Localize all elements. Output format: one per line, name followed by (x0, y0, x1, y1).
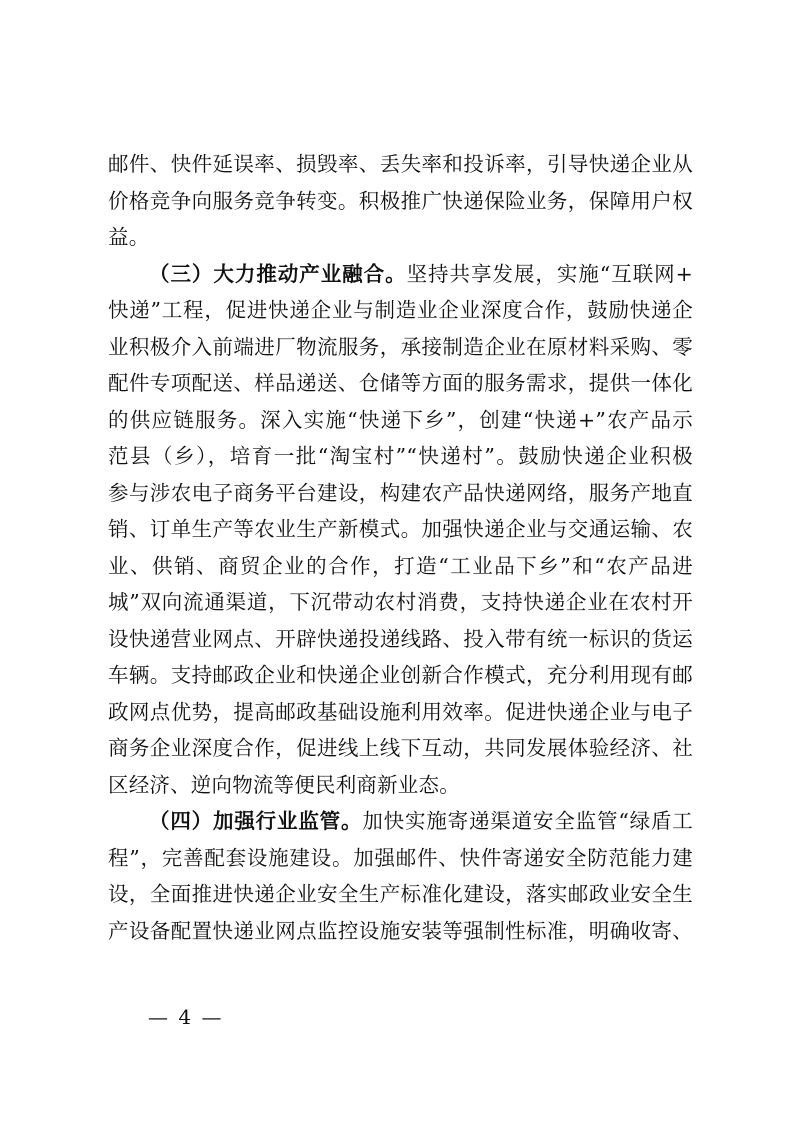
body-line: 商务企业深度合作，促进线上线下互动，共同发展体验经济、社 (108, 736, 693, 760)
body-line: 价格竞争向服务竞争转变。积极推广快递保险业务，保障用户权 (108, 188, 693, 213)
section-heading: （四）加强行业监管。 (149, 809, 363, 833)
body-line: 设，全面推进快递企业安全生产标准化建设，落实邮政业安全生 (108, 882, 693, 906)
body-line: 参与涉农电子商务平台建设，构建农产品快递网络，服务产地直 (108, 480, 693, 505)
body-line: 车辆。支持邮政企业和快递企业创新合作模式，充分利用现有邮 (108, 663, 693, 687)
body-line: 产设备配置快递业网点监控设施安装等强制性标准，明确收寄、 (108, 918, 693, 943)
body-line: 销、订单生产等农业生产新模式。加强快递企业与交通运输、农 (108, 517, 693, 541)
body-line: 程”，完善配套设施建设。加强邮件、快件寄递安全防范能力建 (108, 845, 693, 870)
body-line: 配件专项配送、样品递送、仓储等方面的服务需求，提供一体化 (108, 371, 693, 395)
body-line: 快递”工程，促进快递企业与制造业企业深度合作，鼓励快递企 (108, 298, 693, 322)
body-line: 的供应链服务。深入实施“快递下乡”，创建“快递+”农产品示 (108, 407, 693, 432)
body-line: 益。 (108, 225, 150, 249)
paragraph-first-line (108, 256, 693, 293)
body-line: 业积极介入前端进厂物流服务，承接制造企业在原材料采购、零 (108, 334, 693, 359)
body-line: 业、供销、商贸企业的合作，打造“工业品下乡”和“农产品进 (108, 553, 693, 578)
body-line: 城”双向流通渠道，下沉带动农村消费，支持快递企业在农村开 (108, 590, 693, 614)
document-body (108, 146, 693, 949)
body-line: 范县（乡），培育一批“淘宝村”“快递村”。鼓励快递企业积极 (108, 444, 693, 468)
body-text-run: 坚持共享发展，实施“互联网+ (406, 261, 693, 286)
body-line: 区经济、逆向物流等便民利商新业态。 (108, 772, 460, 797)
page-number: — 4 — (148, 1005, 224, 1029)
body-line: 设快递营业网点、开辟快递投递线路、投入带有统一标识的货运 (108, 626, 693, 651)
paragraph-first-line (108, 803, 693, 840)
section-heading: （三）大力推动产业融合。 (149, 261, 407, 286)
body-line: 邮件、快件延误率、损毁率、丢失率和投诉率，引导快递企业从 (108, 152, 693, 176)
body-text-run: 加快实施寄递渠道安全监管“绿盾工 (362, 809, 693, 833)
body-line: 政网点优势，提高邮政基础设施利用效率。促进快递企业与电子 (108, 699, 693, 724)
